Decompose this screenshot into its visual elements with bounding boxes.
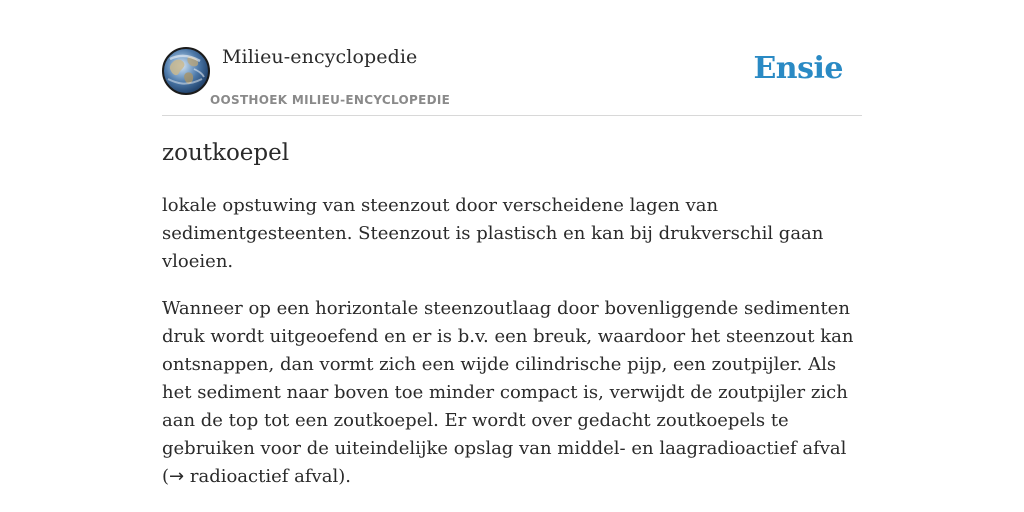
cross-reference-arrow-icon: → — [169, 466, 185, 487]
paragraph-text-end: ). — [338, 466, 351, 487]
page-container — [162, 0, 862, 512]
header — [162, 0, 862, 116]
ensie-brand-logo[interactable]: Ensie — [753, 51, 843, 86]
earth-globe-icon[interactable] — [162, 47, 210, 95]
encyclopedia-name[interactable]: Milieu-encyclopedie — [222, 46, 418, 68]
entry-definition — [162, 192, 862, 510]
entry-term: zoutkoepel — [162, 140, 290, 166]
definition-paragraph — [162, 295, 862, 491]
definition-paragraph: lokale opstuwing van steenzout door verscheidene lagen van sedimentgesteenten. Steenzout is plastisch en kan bij drukverschil gaan vloeien. — [162, 195, 824, 272]
cross-reference-link[interactable]: radioactief afval — [189, 466, 339, 487]
paragraph-text: Wanneer op een horizontale steenzoutlaag door bovenliggende sedimenten druk wordt uitgeoefend en er is b.v. een breuk, waardoor het steenzout kan ontsnappen, dan vormt zich een wijde cilindrische pijp, een zoutpijler. Als het sediment naar boven toe minder compact is, verwijdt de zoutpijler zich aan de top tot een zoutkoepel. Er wordt over gedacht zoutkoepels te gebruiken voor de uiteindelijke opslag van middel- en laagradioactief afval ( — [162, 298, 854, 487]
publisher-label: OOSTHOEK MILIEU-ENCYCLOPEDIE — [210, 93, 451, 107]
